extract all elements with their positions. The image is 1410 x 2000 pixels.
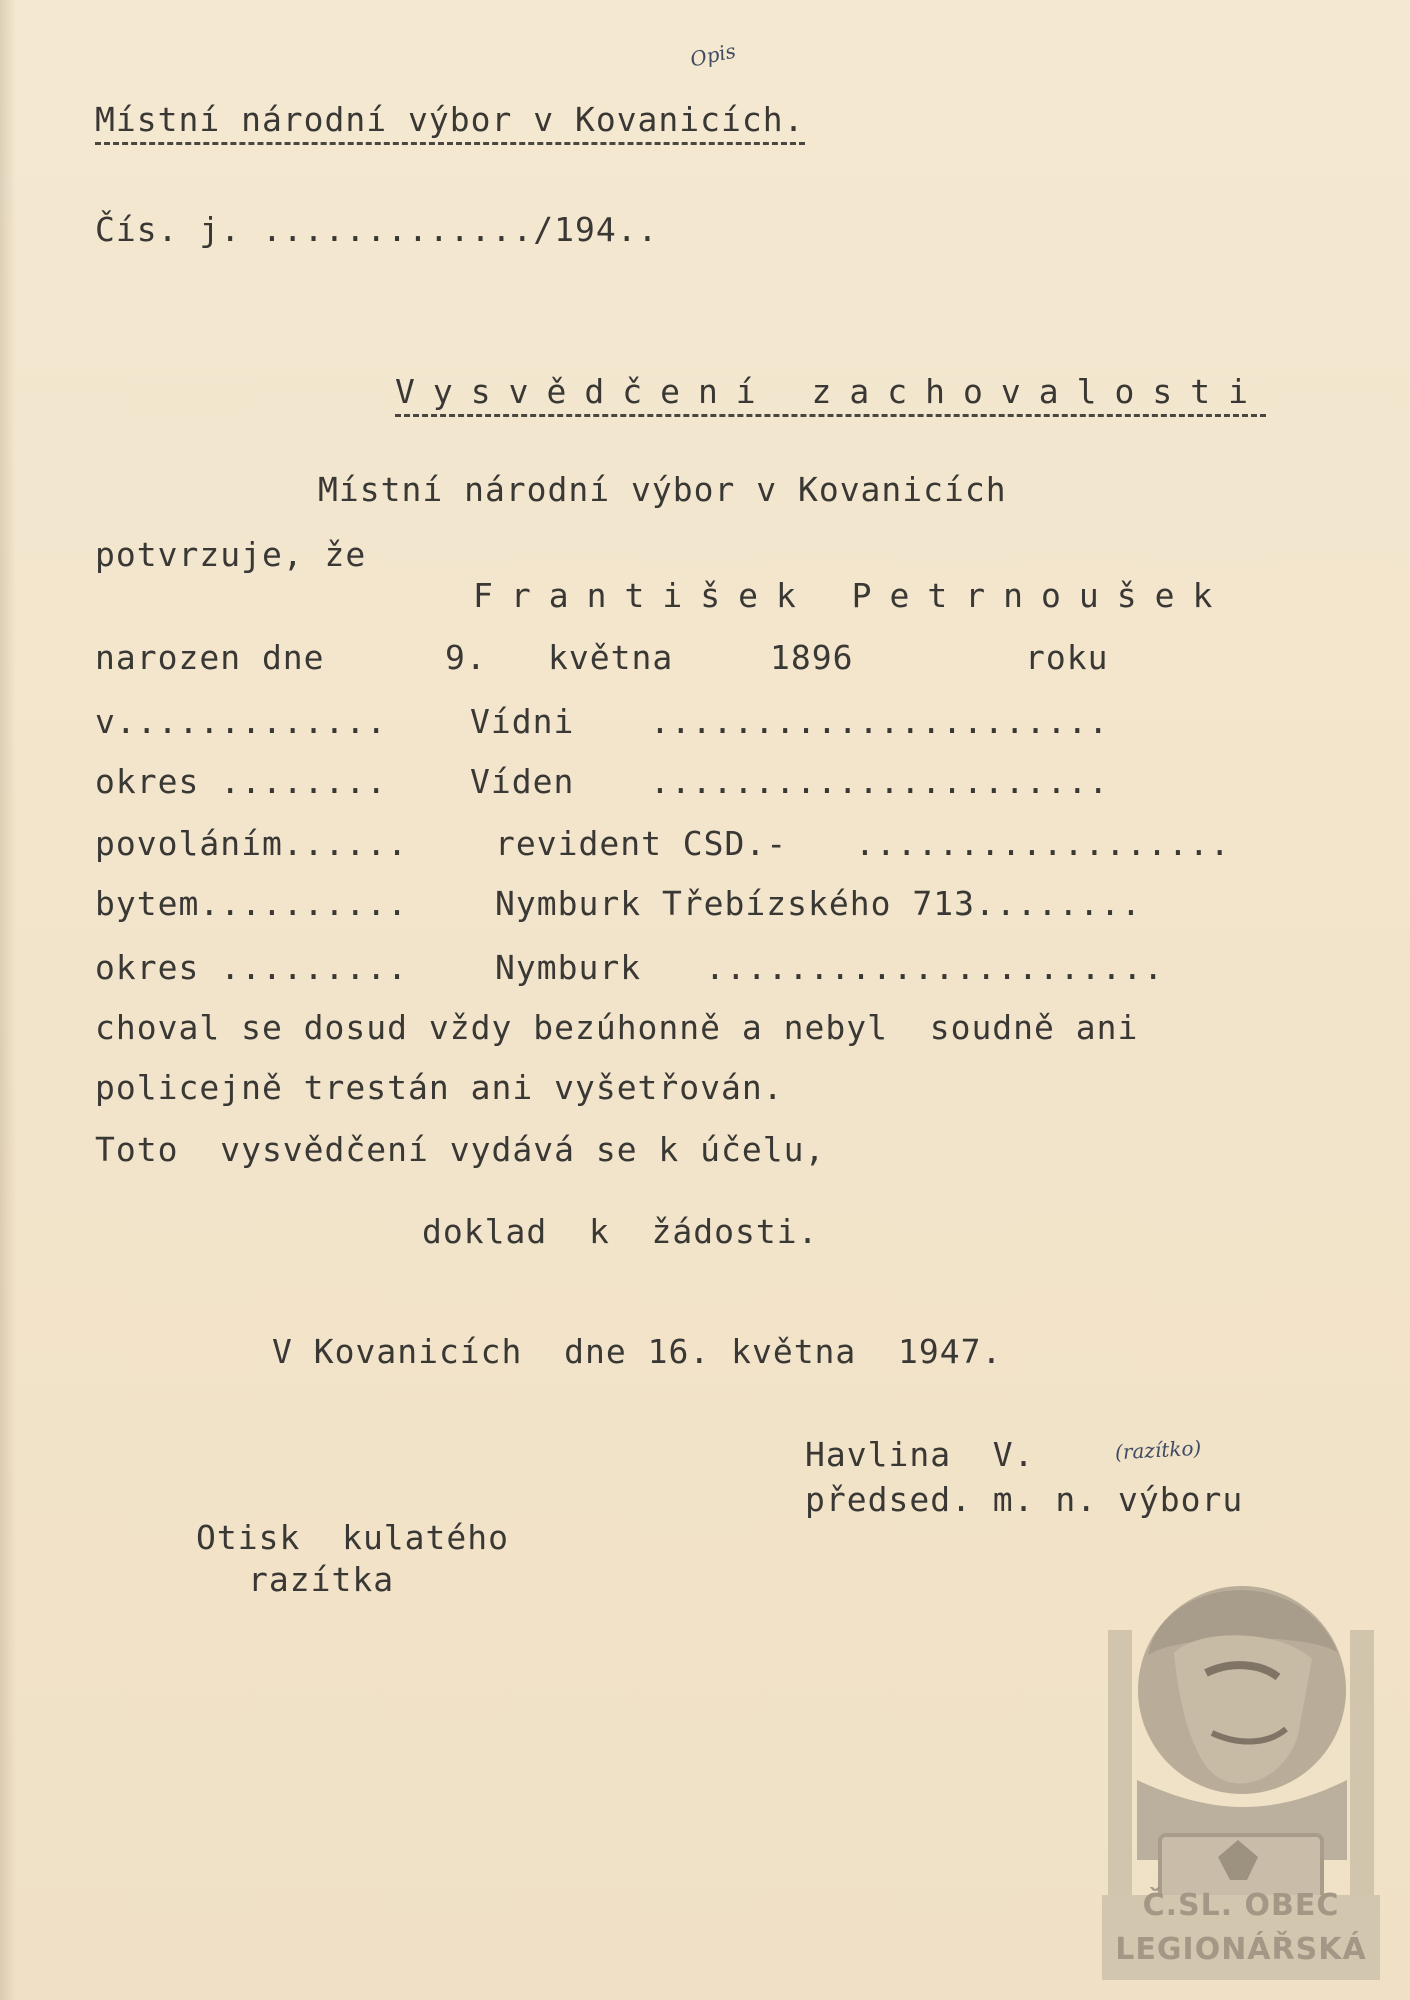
office-heading: Místní národní výbor v Kovanicích. [95, 100, 805, 145]
place-value: Vídni [470, 702, 575, 741]
intro-line-1: Místní národní výbor v Kovanicích [318, 470, 1007, 509]
purpose-line: Toto vysvědčení vydává se k účelu, [95, 1130, 826, 1169]
district2-dots: ...................... [705, 948, 1165, 987]
district2-label: okres ......... [95, 948, 409, 987]
residence-value: Nymburk Třebízského 713........ [495, 884, 1142, 923]
conduct-line-1: choval se dosud vždy bezúhonně a nebyl soudně ani [95, 1008, 1139, 1047]
district-label: okres ........ [95, 762, 388, 801]
signature-handwritten-note: (razítko) [1114, 1435, 1202, 1465]
birth-month: května [548, 638, 674, 677]
reference-number: Čís. j. ............./194.. [95, 210, 659, 249]
place-dots: ...................... [650, 702, 1110, 741]
signature-name: Havlina V. [805, 1435, 1035, 1474]
stamp-note-line-1: Otisk kulatého [196, 1518, 510, 1557]
person-name: František Petrnoušek [473, 576, 1231, 615]
signature-role: předsed. m. n. výboru [805, 1480, 1244, 1519]
conduct-line-2: policejně trestán ani vyšetřován. [95, 1068, 784, 1107]
birth-label: narozen dne [95, 638, 325, 677]
purpose-value: doklad k žádosti. [422, 1212, 819, 1251]
annotation-opis: Opis [688, 38, 738, 72]
stamp-note-line-2: razítka [248, 1560, 395, 1599]
district-value: Víden [470, 762, 575, 801]
watermark-line-2: LEGIONÁŘSKÁ [1115, 1932, 1367, 1967]
birth-year: 1896 [770, 638, 854, 677]
watermark-line-1: Č.SL. OBEC [1142, 1888, 1340, 1923]
occupation-dots: .................. [855, 824, 1231, 863]
residence-label: bytem.......... [95, 884, 409, 923]
document-title: Vysvědčení zachovalosti [395, 372, 1266, 417]
occupation-value: revident CSD.- [495, 824, 788, 863]
district2-value: Nymburk [495, 948, 642, 987]
occupation-label: povoláním...... [95, 824, 409, 863]
birth-suffix: roku [1025, 638, 1109, 677]
date-line: V Kovanicích dne 16. května 1947. [272, 1332, 1003, 1371]
district-dots: ...................... [650, 762, 1110, 801]
intro-line-2: potvrzuje, že [95, 535, 367, 574]
place-label: v............. [95, 702, 388, 741]
birth-day: 9. [445, 638, 487, 677]
